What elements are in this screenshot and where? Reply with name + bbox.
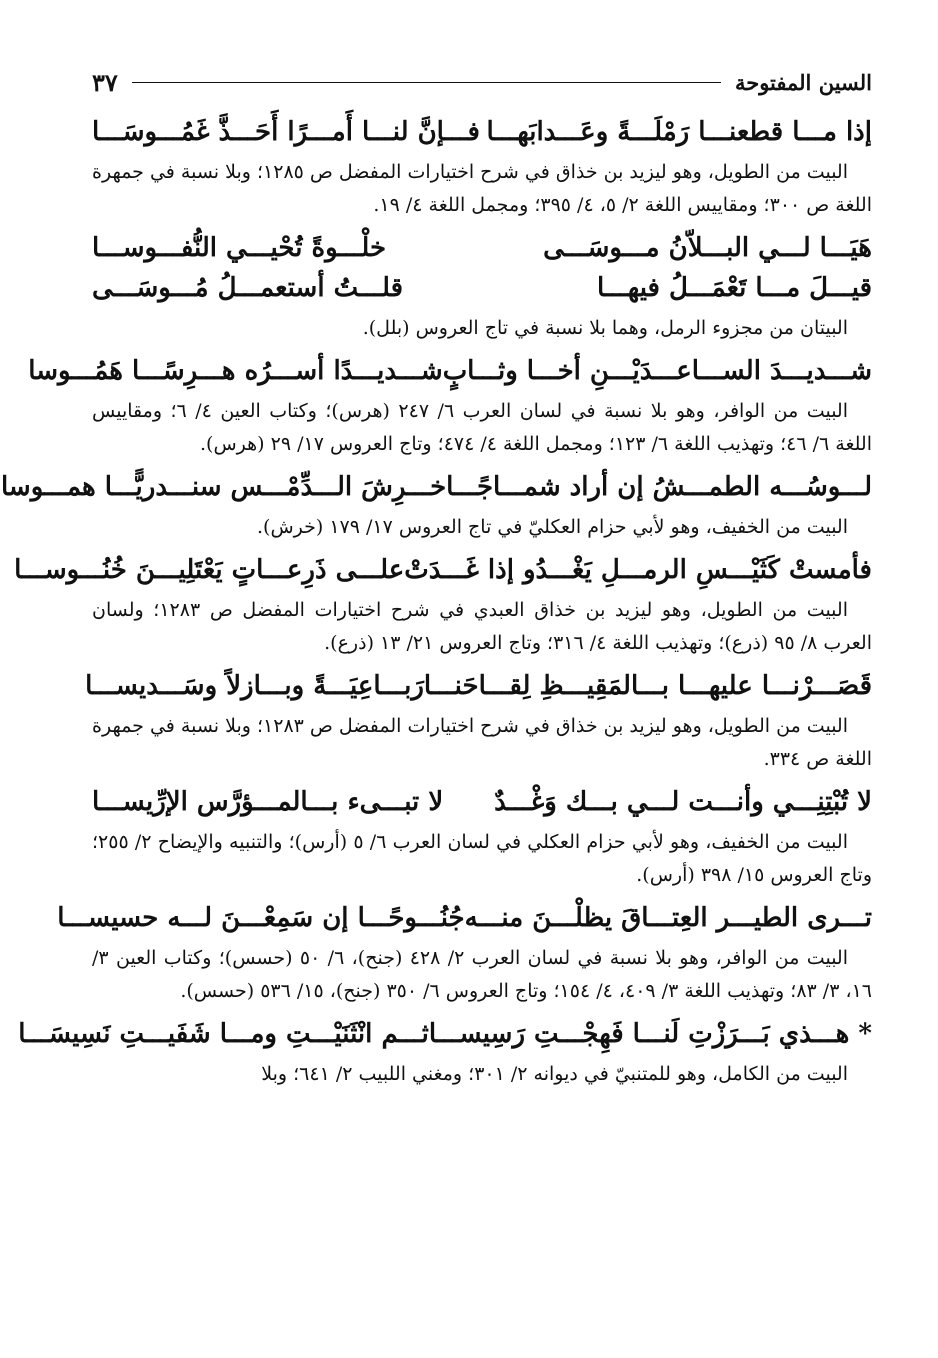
second-hemistich: خـــرِشَ الـــدِّمْـــس سنـــدريًّـــا همـــوسا bbox=[1, 472, 447, 502]
verse-note: البيت من الخفيف، وهو لأبي حزام العكليّ في تاج العروس ١٧/ ١٧٩ (خرش). bbox=[257, 516, 848, 538]
entry bbox=[92, 782, 872, 892]
second-hemistich: جُنُـــوحًـــا إن سَمِعْـــنَ لـــه حسيســـا bbox=[57, 903, 465, 933]
verse-line bbox=[92, 112, 872, 152]
verse-note: البيت من الكامل، وهو للمتنبيّ في ديوانه ٢/ ٣٠١؛ ومغني اللبيب ٢/ ٦٤١؛ وبلا bbox=[261, 1063, 848, 1085]
second-hemistich: خلْـــوةً تُحْيـــي النُّفـــوســـا bbox=[92, 233, 387, 263]
second-hemistich: لا تبـــىء بـــالمـــؤرَّس الإرِّيســـا bbox=[92, 787, 444, 817]
verse-note: البيت من الطويل، وهو ليزيد بن خذاق في شرح اختيارات المفضل ص ١٢٨٣؛ وبلا نسبة في جمهرة اللغة ص ٣٣٤. bbox=[92, 715, 872, 770]
header-rule bbox=[132, 82, 721, 83]
verse-note: البيتان من مجزوء الرمل، وهما بلا نسبة في تاج العروس (بلل). bbox=[362, 317, 848, 339]
verse-line bbox=[92, 782, 872, 822]
second-hemistich: شـــديـــدًا أســـرُه هـــرِسًـــا هَمُـــوسا bbox=[28, 356, 443, 386]
entry bbox=[57, 898, 872, 1008]
verse-line bbox=[57, 898, 872, 938]
running-title: السين المفتوحة bbox=[734, 69, 872, 95]
first-hemistich: هَيَـــا لـــي البـــلاّنُ مـــوسَـــى bbox=[543, 233, 872, 263]
second-hemistich: ثـــم انْثَنَيْـــتِ ومـــا شَفَيـــتِ نَسِيسَـــا bbox=[18, 1019, 429, 1049]
verse-note: البيت من الوافر، وهو بلا نسبة في لسان العرب ٢/ ٤٢٨ (جنح)، ٦/ ٥٠ (حسس)؛ وكتاب العين ٣/ ١٦، ٣/ ٨٣؛ وتهذيب اللغة ٣/ ٤٠٩، ٤/ ١٥٤؛ وتاج العروس ٦/ ٣٥٠ (جنح)، ١٥/ ٥٣٦ (حسس). bbox=[92, 947, 872, 1002]
first-hemistich: قَصَـــرْنـــا عليهـــا بـــالمَقِيـــظِ لِقـــاحَنـــا bbox=[423, 671, 872, 701]
verse-line bbox=[1, 467, 872, 507]
first-hemistich: تـــرى الطيـــر العِتـــاقَ يظلْـــنَ منـــه bbox=[464, 903, 872, 933]
entry bbox=[92, 228, 872, 345]
verse-line bbox=[92, 268, 872, 308]
entry bbox=[85, 666, 872, 776]
page-number: ٣٧ bbox=[92, 67, 118, 97]
second-hemistich: علـــى ذَرِعـــاتٍ يَعْتَلِيـــنَ خُنُـــوســـا bbox=[14, 555, 405, 585]
first-hemistich: قيـــلَ مـــا تَعْمَـــلُ فيهـــا bbox=[596, 273, 872, 303]
verse-line bbox=[14, 550, 872, 590]
verse-line bbox=[85, 666, 872, 706]
entry bbox=[18, 1014, 872, 1091]
entry bbox=[28, 351, 872, 461]
first-hemistich: إذا مـــا قطعنـــا رَمْلَـــةً وعَـــدابَهـــا bbox=[486, 117, 872, 147]
verse-note: البيت من الوافر، وهو بلا نسبة في لسان العرب ٦/ ٢٤٧ (هرس)؛ وكتاب العين ٤/ ٦؛ ومقاييس اللغة ٦/ ٤٦؛ وتهذيب اللغة ٦/ ١٢٣؛ ومجمل اللغة ٤/ ٤٧٤؛ وتاج العروس ١٧/ ٢٩ (هرس). bbox=[92, 400, 872, 455]
entry bbox=[14, 550, 872, 660]
verse-line bbox=[92, 228, 872, 268]
first-hemistich: شـــديـــدَ الســـاعـــدَيْـــنِ أخـــا وثـــابٍ bbox=[442, 356, 872, 386]
entry bbox=[1, 467, 872, 544]
verse-note: البيت من الخفيف، وهو لأبي حزام العكلي في لسان العرب ٦/ ٥ (أرس)؛ والتنبيه والإيضاح ٢/ ٢٥٥؛ وتاج العروس ١٥/ ٣٩٨ (أرس). bbox=[92, 831, 872, 886]
page-content bbox=[1, 112, 872, 1097]
first-hemistich: فأمستْ كَثَيْـــسِ الرمـــلِ يَغْـــدُو إذا غَـــدَتْ bbox=[404, 555, 872, 585]
first-hemistich: لا تُبْتِنِـــي وأنـــت لـــي بـــك وَغْـــدٌ bbox=[494, 787, 872, 817]
verse-note: البيت من الطويل، وهو ليزيد بن خذاق في شرح اختيارات المفضل ص ١٢٨٥؛ وبلا نسبة في جمهرة اللغة ص ٣٠٠؛ ومقاييس اللغة ٢/ ٥، ٤/ ٣٩٥؛ ومجمل اللغة ٤/ ١٩. bbox=[92, 161, 872, 216]
first-hemistich: * هـــذي بَـــرَزْتِ لَنـــا فَهِجْـــتِ رَسِيســـا bbox=[428, 1019, 872, 1049]
page-header bbox=[92, 62, 872, 102]
second-hemistich: فـــإنَّ لنـــا أَمـــرًا أَحَـــذَّ غَمُـــوسَـــا bbox=[92, 117, 480, 147]
verse-line bbox=[28, 351, 872, 391]
first-hemistich: لـــوسُـــه الطمـــشُ إن أراد شمـــاجًـــا bbox=[446, 472, 872, 502]
verse-note: البيت من الطويل، وهو ليزيد بن خذاق العبدي في شرح اختيارات المفضل ص ١٢٨٣؛ ولسان العرب ٨/ ٩٥ (ذرع)؛ وتهذيب اللغة ٤/ ٣١٦؛ وتاج العروس ٢١/ ١٣ (ذرع). bbox=[92, 599, 872, 654]
verse-line bbox=[18, 1014, 872, 1054]
second-hemistich: رَبـــاعِيَـــةً وبـــازلاً وسَـــديســـا bbox=[85, 671, 424, 701]
entry bbox=[92, 112, 872, 222]
second-hemistich: قلـــتُ أستعمـــلُ مُـــوسَـــى bbox=[92, 273, 404, 303]
